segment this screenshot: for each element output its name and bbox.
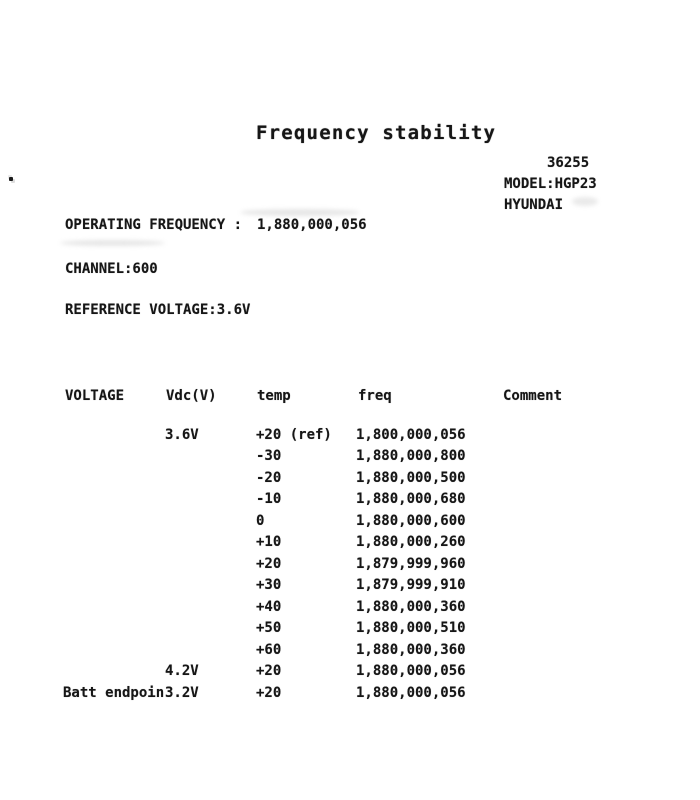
cell-freq: 1,879,999,910 — [356, 577, 466, 593]
cell-freq: 1,880,000,510 — [356, 620, 466, 636]
cell-freq: 1,880,000,056 — [356, 663, 466, 679]
cell-temp: +30 — [256, 577, 282, 593]
operating-frequency-label: OPERATING FREQUENCY : — [65, 217, 243, 233]
table-row — [0, 578, 700, 600]
cell-temp: +20 — [256, 685, 282, 701]
model-line: MODEL:HGP23 — [504, 176, 597, 192]
cell-temp: -20 — [256, 470, 282, 486]
table-row — [0, 664, 700, 686]
cell-freq: 1,880,000,360 — [356, 642, 466, 658]
cell-temp: +50 — [256, 620, 282, 636]
cell-temp: +20 (ref) — [256, 427, 332, 443]
scan-smudge — [60, 240, 165, 246]
reference-voltage-line: REFERENCE VOLTAGE:3.6V — [65, 302, 251, 318]
cell-voltage: Batt endpoin — [63, 685, 165, 701]
header-vdc: Vdc(V) — [166, 388, 217, 404]
table-row — [0, 621, 700, 643]
header-temp: temp — [257, 388, 291, 404]
operating-frequency-value: 1,880,000,056 — [257, 217, 367, 233]
table-row — [0, 600, 700, 622]
header-voltage: VOLTAGE — [65, 388, 125, 404]
table-row — [0, 471, 700, 493]
cell-vdc: 3.2V — [165, 685, 199, 701]
cell-vdc: 3.6V — [165, 427, 199, 443]
cell-freq: 1,880,000,056 — [356, 685, 466, 701]
cell-temp: +20 — [256, 556, 282, 572]
table-row — [0, 686, 700, 708]
header-comment: Comment — [503, 388, 563, 404]
scan-smudge — [240, 209, 360, 216]
ref-number: 36255 — [547, 155, 590, 171]
cell-temp: -10 — [256, 491, 282, 507]
scan-smudge — [572, 197, 598, 206]
table-row — [0, 535, 700, 557]
cell-temp: +60 — [256, 642, 282, 658]
maker-name: HYUNDAI — [504, 197, 564, 213]
page-title: Frequency stability — [256, 122, 497, 144]
channel-line: CHANNEL:600 — [65, 261, 158, 277]
cell-freq: 1,879,999,960 — [356, 556, 466, 572]
cell-freq: 1,880,000,500 — [356, 470, 466, 486]
cell-temp: 0 — [256, 513, 265, 529]
cell-freq: 1,880,000,800 — [356, 448, 466, 464]
table-row — [0, 428, 700, 450]
header-freq: freq — [358, 388, 392, 404]
table-header-row — [0, 389, 700, 411]
cell-freq: 1,880,000,360 — [356, 599, 466, 615]
cell-freq: 1,880,000,600 — [356, 513, 466, 529]
cell-temp: -30 — [256, 448, 282, 464]
table-row — [0, 643, 700, 665]
table-row — [0, 514, 700, 536]
table-row — [0, 557, 700, 579]
table-row — [0, 492, 700, 514]
cell-freq: 1,880,000,260 — [356, 534, 466, 550]
cell-vdc: 4.2V — [165, 663, 199, 679]
cell-temp: +40 — [256, 599, 282, 615]
cell-freq: 1,880,000,680 — [356, 491, 466, 507]
cell-freq: 1,800,000,056 — [356, 427, 466, 443]
cell-temp: +10 — [256, 534, 282, 550]
cell-temp: +20 — [256, 663, 282, 679]
table-row — [0, 449, 700, 471]
scan-dot-artifact — [9, 177, 13, 181]
